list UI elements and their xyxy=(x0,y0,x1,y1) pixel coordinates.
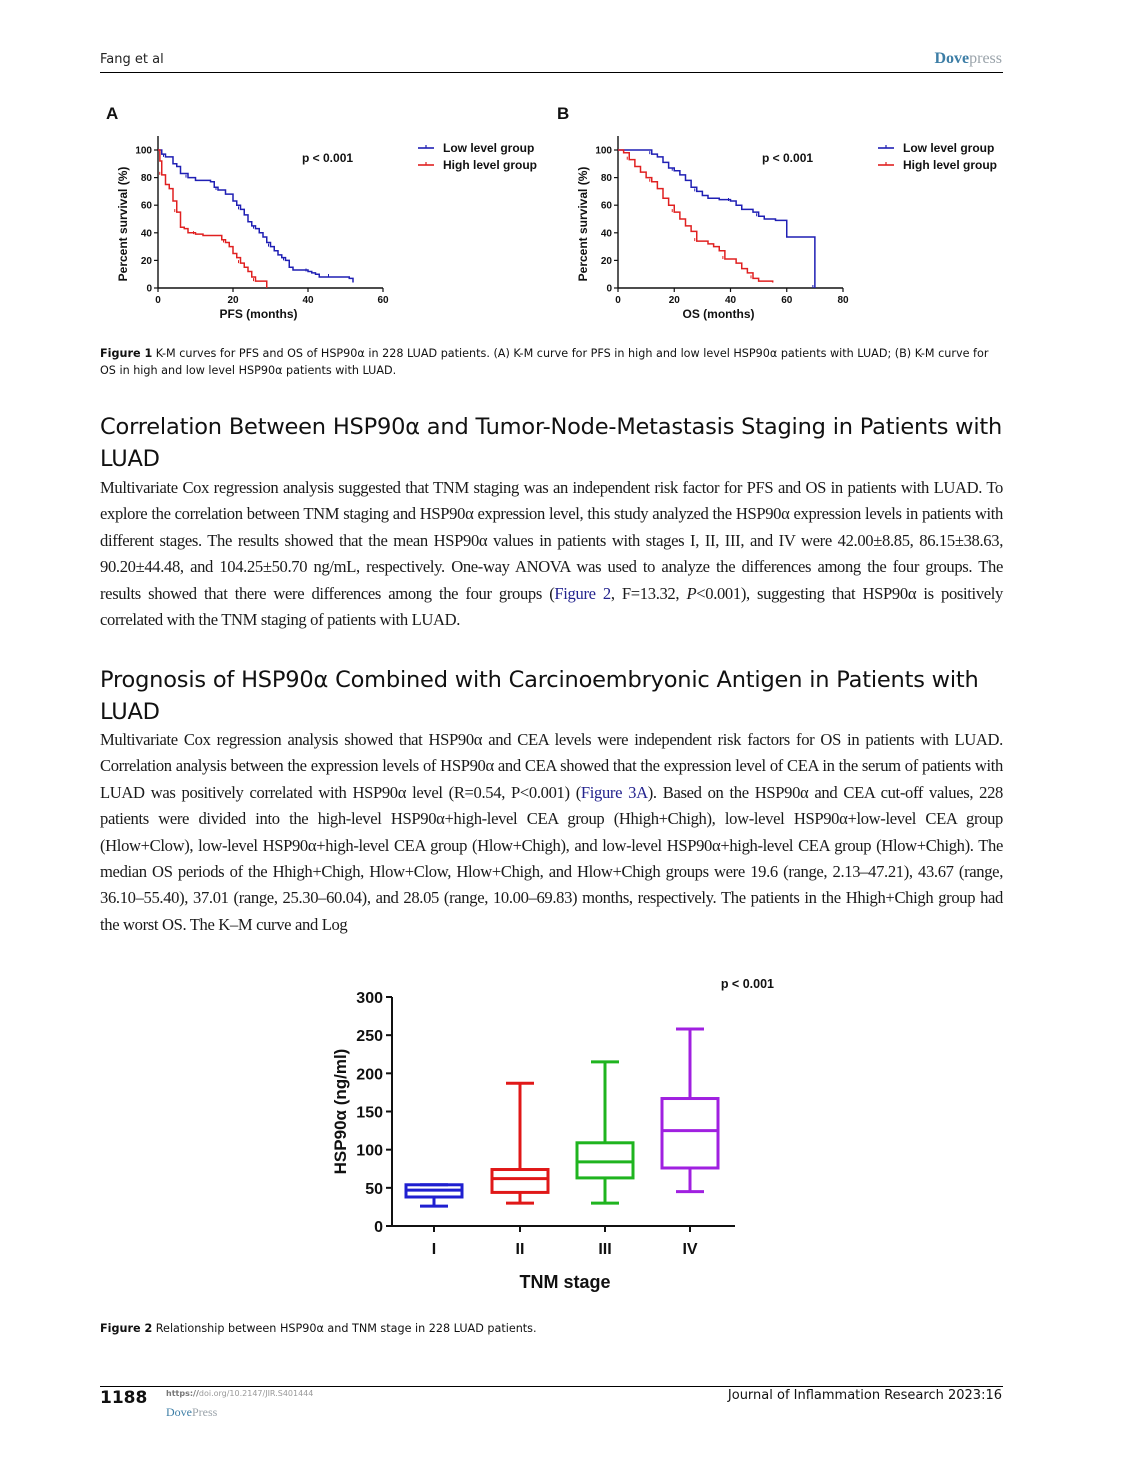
x-axis-label: TNM stage xyxy=(519,1272,611,1292)
y-tick-label: 80 xyxy=(140,173,152,185)
legend-label: High level group xyxy=(903,158,998,172)
y-tick-label: 100 xyxy=(356,1142,383,1160)
section1-p-italic: P xyxy=(686,583,697,603)
brand-press: press xyxy=(969,50,1002,67)
x-tick-label: 60 xyxy=(781,295,793,306)
box-stage-III xyxy=(577,1062,633,1203)
section1-text-1: Multivariate Cox regression analysis suggested that TNM staging was an independent risk factor for PFS and OS in patients with LUAD. To explore the correlation between TNM staging and HSP90α expression level, this study analyzed the HSP90α expression levels in patients with different stages. The results showed that the mean HSP90α values in patients with stages I, II, III, and IV were 42.00±8.85, 86.15±38.63, 90.20±44.48, and 104.25±50.70 ng/mL, respectively. One-way ANOVA was used to analyze the differences among the four groups. The results showed that there were differences among the four groups ( xyxy=(100,478,1003,603)
footer-publisher-logo[interactable] xyxy=(166,1405,217,1420)
y-tick-label: 0 xyxy=(374,1219,383,1236)
figure2-caption-text: Relationship between HSP90α and TNM stage in 228 LUAD patients. xyxy=(152,1322,537,1335)
legend-label: High level group xyxy=(443,158,538,172)
brand-dove: Dove xyxy=(934,50,970,67)
km-curve-low-level-group xyxy=(158,150,353,282)
figure2-caption xyxy=(100,1320,1005,1337)
page-number: 1188 xyxy=(100,1388,148,1408)
section-heading-cea-prognosis: Prognosis of HSP90α Combined with Carcinoembryonic Antigen in Patients with LUAD xyxy=(100,667,979,725)
y-tick-label: 0 xyxy=(146,283,152,295)
y-tick-label: 40 xyxy=(600,228,612,240)
x-tick-label: III xyxy=(598,1241,612,1258)
box-stage-IV xyxy=(662,1029,718,1192)
section1-text-2: , F=13.32, xyxy=(610,583,687,603)
header-divider xyxy=(100,72,1003,73)
km-chart-pfs xyxy=(100,128,550,328)
legend-label: Low level group xyxy=(443,141,535,155)
y-tick-label: 20 xyxy=(600,255,612,267)
figure3a-link[interactable]: Figure 3A xyxy=(580,782,648,802)
boxplot-tnm-stage xyxy=(320,960,790,1300)
y-tick-label: 150 xyxy=(356,1104,383,1122)
box-stage-I xyxy=(406,1185,462,1206)
section2-text-1: Multivariate Cox regression analysis showed that HSP90α and CEA levels were independent risk factors for OS in patients with LUAD. Correlation analysis between the expression levels of HSP90α and CEA showed that the expression level of CEA in the serum of patients with LUAD was positively correlated with HSP90α level (R=0.54, P<0.001) ( xyxy=(100,730,1003,802)
section2-text-2: ). Based on the HSP90α and CEA cut-off values, 228 patients were divided into the high-level HSP90α+high-level CEA group (Hhigh+Chigh), low-level HSP90α+low-level CEA group (Hlow+Clow), low-level HSP90α+high-level CEA group (Hlow+Chigh), and low-level HSP90α+high-level CEA group (Hlow+Chigh). The median OS periods of the Hhigh+Chigh, Hlow+Clow, Hlow+Chigh, and Hlow+Chigh groups were 19.6 (range, 2.13–47.21), 43.67 (range, 36.10–55.40), 37.01 (range, 25.30–60.04), and 28.05 (range, 10.00–69.83) months, respectively. The patients in the Hhigh+Chigh group had the worst OS. The K–M curve and Log xyxy=(100,782,1003,934)
x-tick-label: II xyxy=(515,1241,525,1258)
figure2-link[interactable]: Figure 2 xyxy=(554,583,611,603)
doi-path: doi.org/10.2147/JIR.S401444 xyxy=(198,1389,314,1398)
publisher-logo[interactable] xyxy=(934,50,1002,68)
section-heading-tnm-correlation: Correlation Between HSP90α and Tumor-Node-Metastasis Staging in Patients with LUAD xyxy=(100,414,1003,472)
figure2-caption-label: Figure 2 xyxy=(100,1322,153,1335)
y-tick-label: 20 xyxy=(140,255,152,267)
y-tick-label: 100 xyxy=(135,145,152,157)
panel-b-label: B xyxy=(557,104,570,123)
running-header-authors: Fang et al xyxy=(100,52,164,67)
y-tick-label: 50 xyxy=(365,1180,383,1198)
p-value-annotation: p < 0.001 xyxy=(302,151,354,165)
km-curve-low-level-group xyxy=(618,150,815,288)
x-tick-label: 40 xyxy=(302,295,314,306)
y-tick-label: 200 xyxy=(356,1066,383,1084)
y-axis-label: Percent survival (%) xyxy=(576,166,590,282)
x-tick-label: IV xyxy=(682,1241,698,1258)
y-tick-label: 300 xyxy=(356,990,383,1007)
y-tick-label: 100 xyxy=(595,145,612,157)
figure1-caption-label: Figure 1 xyxy=(100,347,153,360)
km-chart-os xyxy=(560,128,1010,328)
journal-citation: Journal of Inflammation Research 2023:16 xyxy=(727,1388,1002,1403)
y-tick-label: 0 xyxy=(606,283,612,295)
x-tick-label: 80 xyxy=(837,295,849,306)
km-curve-high-level-group xyxy=(618,150,773,282)
y-tick-label: 250 xyxy=(356,1028,383,1046)
x-tick-label: I xyxy=(431,1241,437,1258)
x-tick-label: 0 xyxy=(615,295,621,306)
y-tick-label: 80 xyxy=(600,173,612,185)
doi-prefix: https:// xyxy=(166,1389,199,1398)
y-tick-label: 40 xyxy=(140,228,152,240)
footer-brand-dove: Dove xyxy=(166,1405,192,1419)
figure1-caption xyxy=(100,345,1005,379)
section1-text-3: <0.001), suggesting that HSP90α is positively correlated with the TNM staging of patients with LUAD. xyxy=(100,583,1003,630)
x-tick-label: 60 xyxy=(377,295,389,306)
x-axis-label: PFS (months) xyxy=(219,307,298,321)
km-curve-high-level-group xyxy=(158,150,267,288)
box-stage-II xyxy=(492,1083,548,1203)
x-tick-label: 20 xyxy=(227,295,239,306)
legend-label: Low level group xyxy=(903,141,995,155)
doi-link[interactable] xyxy=(166,1389,313,1398)
footer-divider xyxy=(100,1386,1003,1387)
figure1-caption-text: K-M curves for PFS and OS of HSP90α in 228 LUAD patients. (A) K-M curve for PFS in high and low level HSP90α patients with LUAD; (B) K-M curve for OS in high and low level HSP90α patients with LUAD. xyxy=(100,347,989,377)
x-tick-label: 0 xyxy=(155,295,161,306)
p-value-annotation: p < 0.001 xyxy=(762,151,814,165)
footer-brand-press: Press xyxy=(192,1405,218,1419)
y-tick-label: 60 xyxy=(140,200,152,212)
y-axis-label: Percent survival (%) xyxy=(116,166,130,282)
panel-a-label: A xyxy=(106,104,119,123)
section1-paragraph xyxy=(100,475,1003,633)
p-value-annotation: p < 0.001 xyxy=(720,977,774,991)
x-tick-label: 20 xyxy=(668,295,680,306)
y-tick-label: 60 xyxy=(600,200,612,212)
x-axis-label: OS (months) xyxy=(682,307,755,321)
section2-paragraph xyxy=(100,727,1003,938)
x-tick-label: 40 xyxy=(724,295,737,306)
y-axis-label: HSP90α (ng/ml) xyxy=(331,1048,350,1175)
